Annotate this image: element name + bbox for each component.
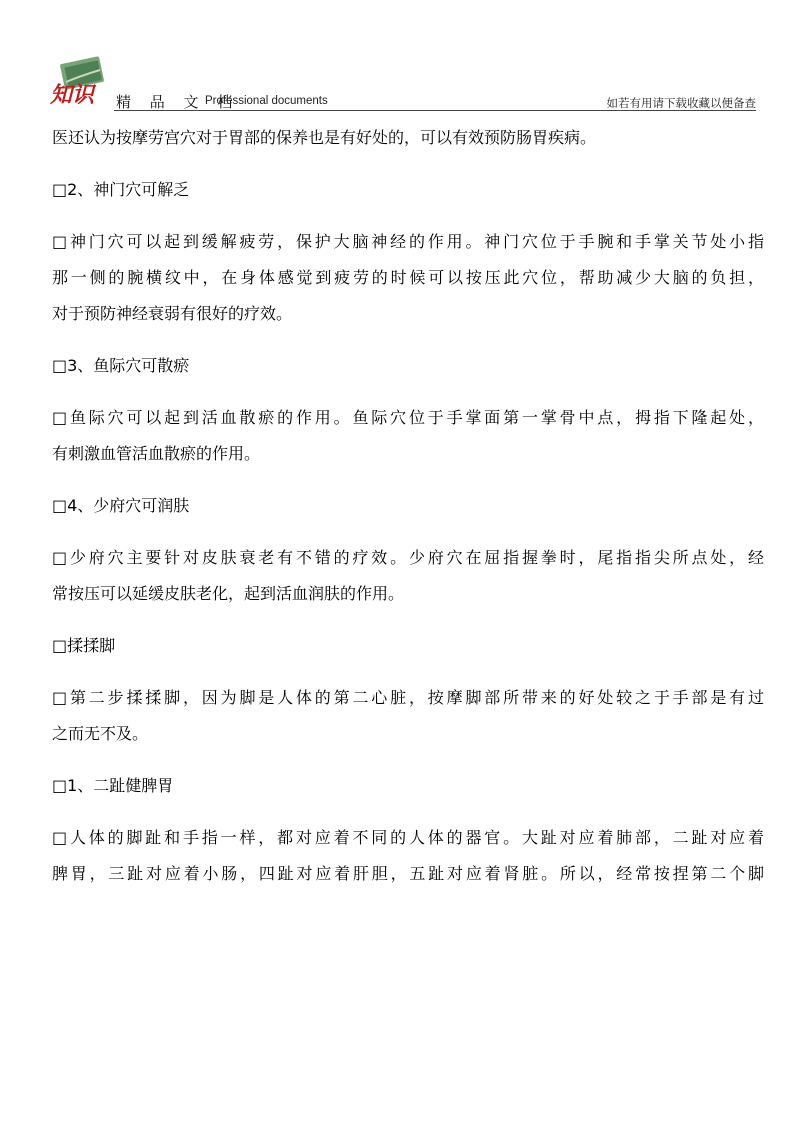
paragraph	[52, 172, 764, 208]
paragraph-gap	[52, 156, 764, 172]
page-header	[50, 54, 756, 110]
paragraph	[52, 680, 764, 752]
paragraph	[52, 488, 764, 524]
header-right-note: 如若有用请下载收藏以便备查	[606, 96, 756, 110]
paragraph	[52, 400, 764, 472]
paragraph-gap	[52, 752, 764, 768]
text-line: □人体的脚趾和手指一样，都对应着不同的人体的器官。大趾对应着肺部，二趾对应着	[52, 828, 764, 847]
document-body	[52, 120, 764, 892]
paragraph	[52, 820, 764, 892]
paragraph-gap	[52, 384, 764, 400]
paragraph	[52, 120, 764, 156]
text-line: □4、少府穴可润肤	[52, 496, 190, 515]
text-line: 常按压可以延缓皮肤老化，起到活血润肤的作用。	[52, 584, 405, 603]
paragraph-gap	[52, 208, 764, 224]
text-line: 脾胃，三趾对应着小肠，四趾对应着肝胆，五趾对应着肾脏。所以，经常按捏第二个脚	[52, 864, 764, 883]
paragraph	[52, 768, 764, 804]
svg-text:知识: 知识	[50, 82, 95, 106]
text-line: □1、二趾健脾胃	[52, 776, 174, 795]
paragraph	[52, 540, 764, 612]
paragraph-gap	[52, 612, 764, 628]
paragraph-gap	[52, 472, 764, 488]
text-line: □神门穴可以起到缓解疲劳，保护大脑神经的作用。神门穴位于手腕和手掌关节处小指	[52, 232, 764, 251]
paragraph-gap	[52, 332, 764, 348]
text-line: 那一侧的腕横纹中，在身体感觉到疲劳的时候可以按压此穴位，帮助减少大脑的负担，	[52, 268, 764, 287]
logo-icon	[50, 54, 110, 106]
paragraph	[52, 348, 764, 384]
text-line: 之而无不及。	[52, 724, 149, 743]
header-subtitle: Professional documents	[205, 95, 328, 107]
text-line: □第二步揉揉脚，因为脚是人体的第二心脏，按摩脚部所带来的好处较之于手部是有过	[52, 688, 764, 707]
header-rule	[114, 110, 756, 111]
text-line: □鱼际穴可以起到活血散瘀的作用。鱼际穴位于手掌面第一掌骨中点，拇指下隆起处，	[52, 408, 764, 427]
text-line: 有刺激血管活血散瘀的作用。	[52, 444, 261, 463]
header-title: 精 品 文 档	[116, 93, 240, 111]
paragraph-gap	[52, 524, 764, 540]
text-line: 对于预防神经衰弱有很好的疗效。	[52, 304, 293, 323]
paragraph-gap	[52, 804, 764, 820]
text-line: □少府穴主要针对皮肤衰老有不错的疗效。少府穴在屈指握拳时，尾指指尖所点处，经	[52, 548, 764, 567]
paragraph	[52, 224, 764, 332]
text-line: 医还认为按摩劳宫穴对于胃部的保养也是有好处的，可以有效预防肠胃疾病。	[52, 128, 597, 147]
paragraph	[52, 628, 764, 664]
text-line: □3、鱼际穴可散瘀	[52, 356, 190, 375]
paragraph-gap	[52, 664, 764, 680]
text-line: □2、神门穴可解乏	[52, 180, 190, 199]
text-line: □揉揉脚	[52, 636, 116, 655]
